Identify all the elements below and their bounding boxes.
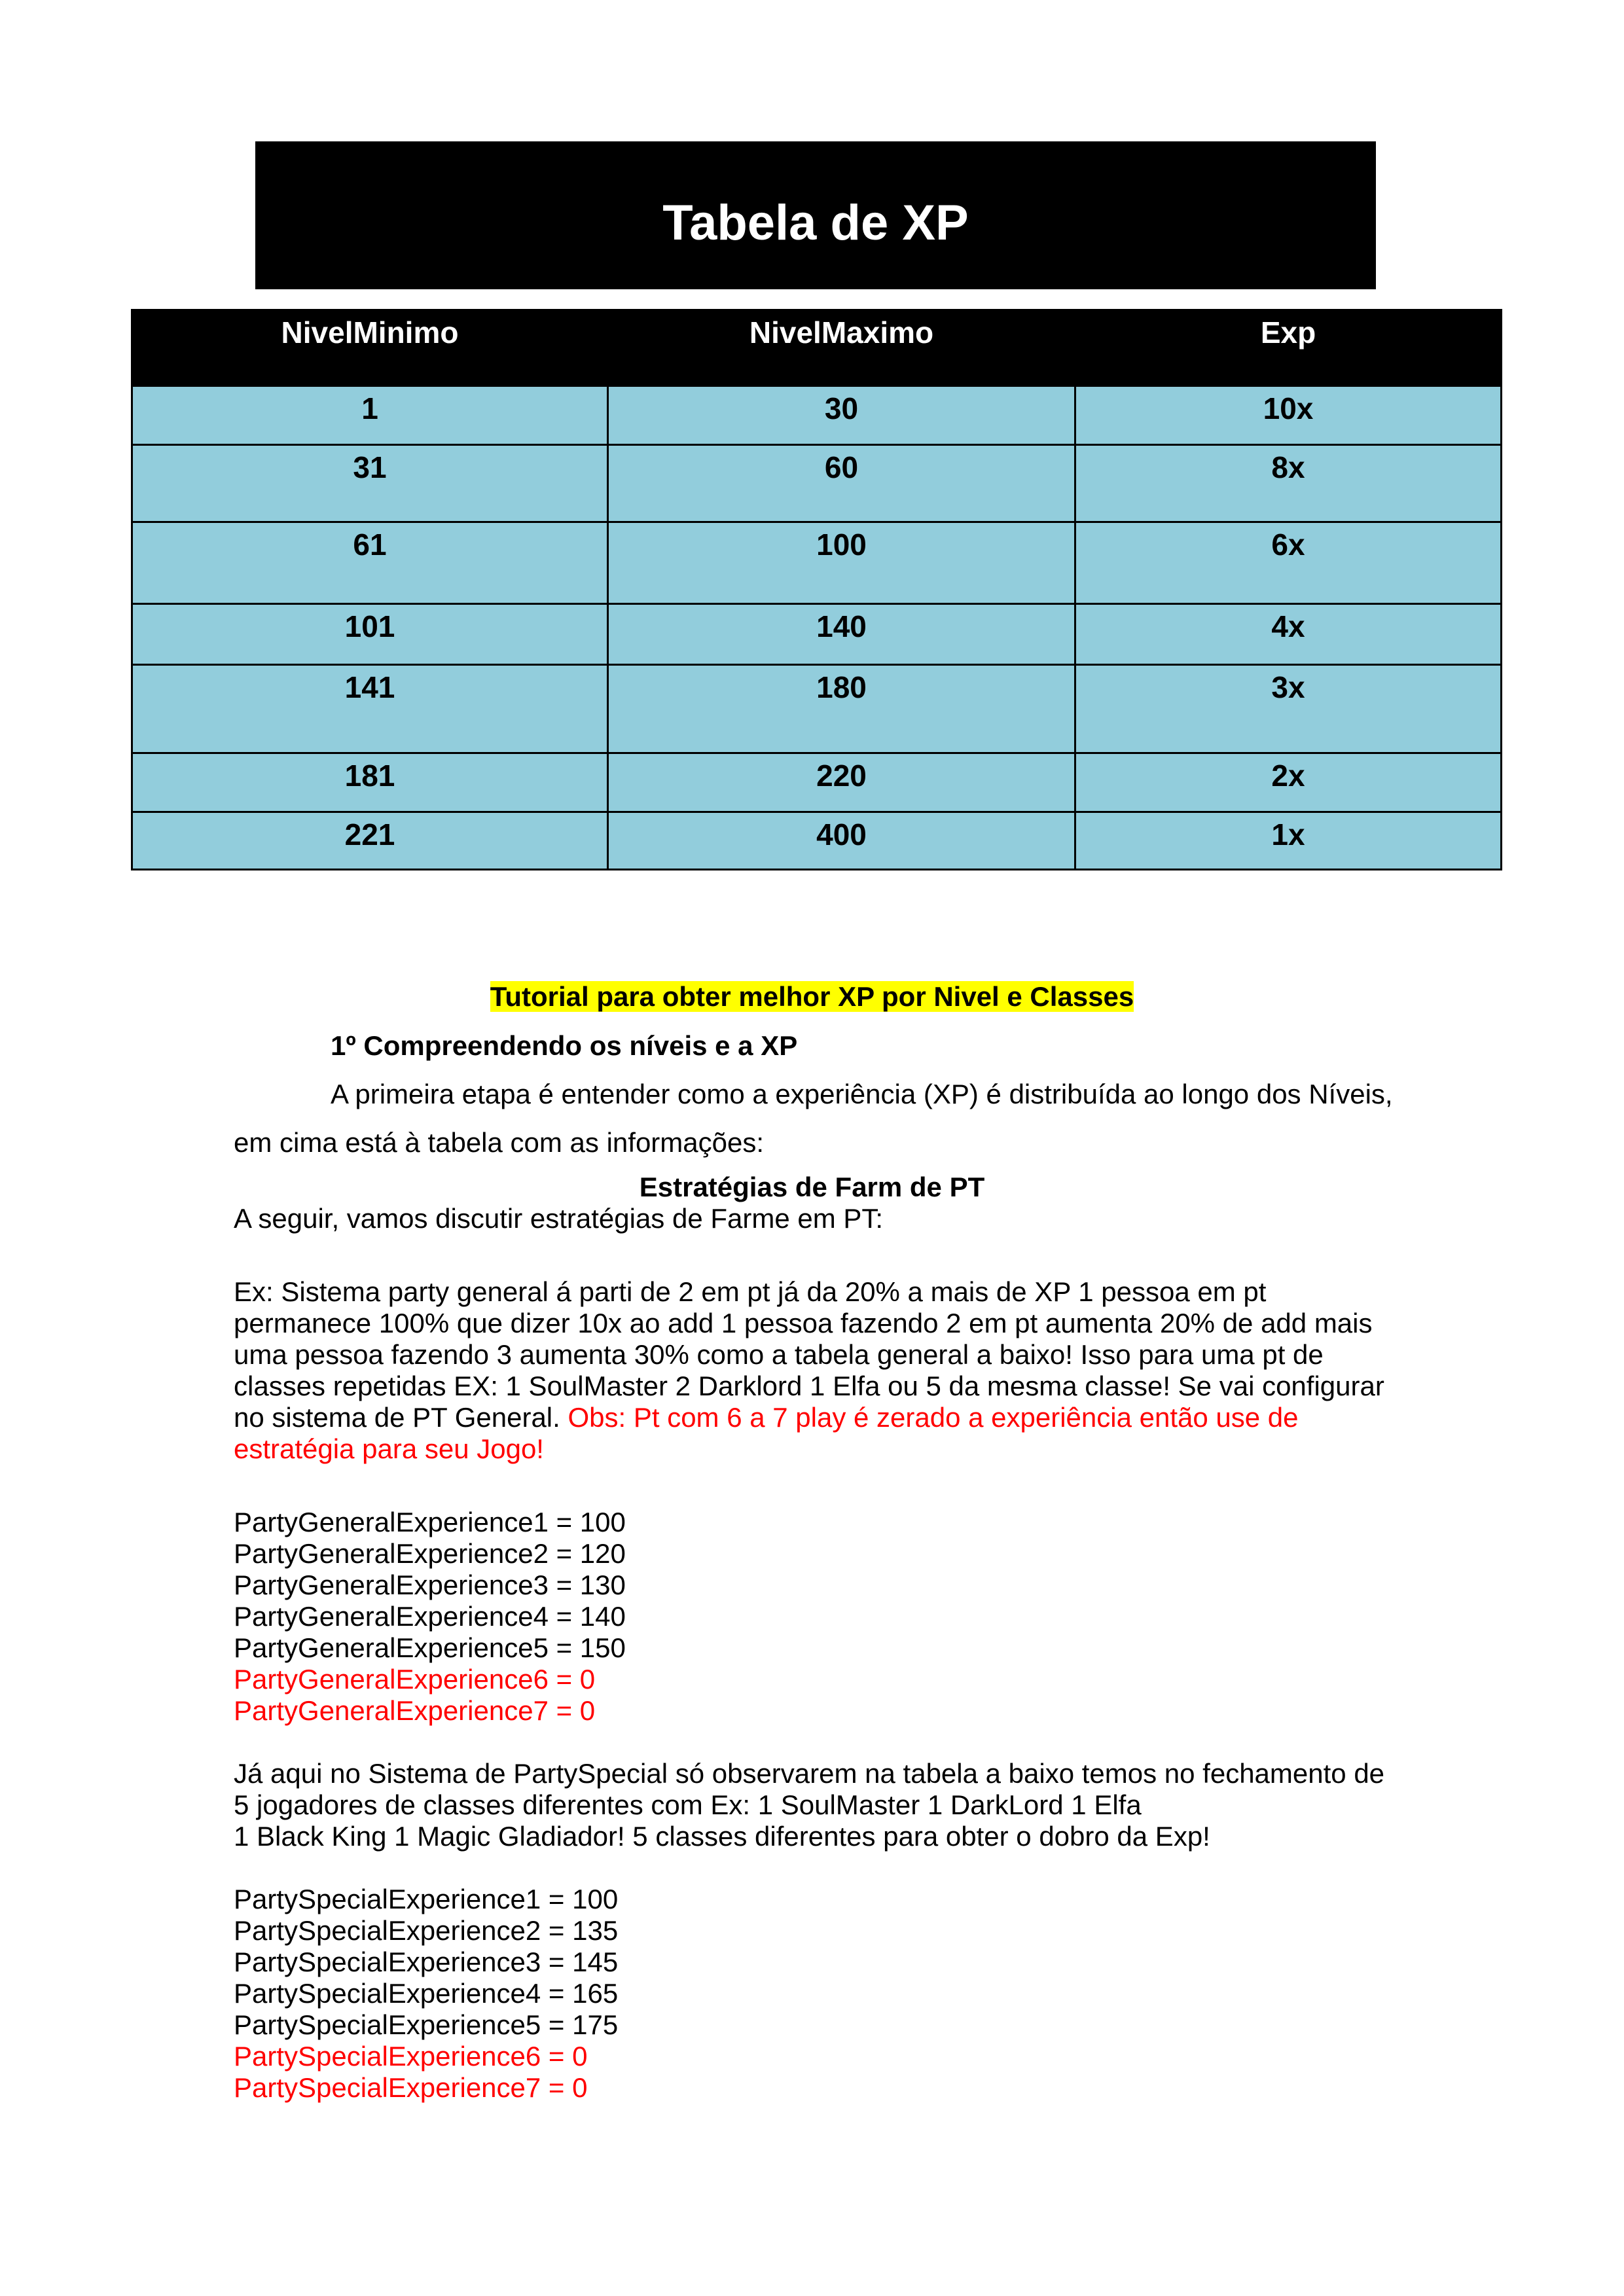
config-line: PartyGeneralExperience5 = 150 [234,1632,626,1663]
cell-nivel-minimo: 1 [132,386,608,445]
config-line: PartyGeneralExperience2 = 120 [234,1538,626,1569]
cell-nivel-minimo: 61 [132,522,608,604]
section2-heading: Estratégias de Farm de PT [639,1172,985,1202]
general-config-list [234,1507,626,1727]
table-row [132,445,1502,522]
config-line-zeroed: PartyGeneralExperience7 = 0 [234,1695,596,1726]
example-line: uma pessoa fazendo 3 aumenta 30% como a tabela general a baixo! Isso para uma pt de [234,1339,1324,1370]
config-line: PartyGeneralExperience3 = 130 [234,1570,626,1600]
table-row [132,604,1502,665]
example-line: Ex: Sistema party general á parti de 2 em pt já da 20% a mais de XP 1 pessoa em pt [234,1276,1267,1307]
example-paragraph [234,1276,1384,1465]
config-line: PartySpecialExperience2 = 135 [234,1915,619,1946]
table-row [132,812,1502,870]
cell-nivel-minimo: 101 [132,604,608,665]
cell-exp: 4x [1075,604,1502,665]
cell-nivel-maximo: 100 [608,522,1075,604]
cell-nivel-minimo: 141 [132,665,608,753]
special-intro-paragraph [234,1758,1384,1852]
table-row [132,753,1502,812]
section2-intro: A seguir, vamos discutir estratégias de Farme em PT: [234,1203,884,1234]
section1-line2: em cima está à tabela com as informações: [234,1127,765,1158]
column-header-exp: Exp [1075,310,1502,386]
config-line: PartyGeneralExperience1 = 100 [234,1507,626,1537]
config-line: PartyGeneralExperience4 = 140 [234,1601,626,1632]
cell-nivel-minimo: 181 [132,753,608,812]
config-line: PartySpecialExperience4 = 165 [234,1978,619,2009]
special-intro-line: 1 Black King 1 Magic Gladiador! 5 classes diferentes para obter o dobro da Exp! [234,1821,1210,1852]
column-header-nivel-minimo: NivelMinimo [132,310,608,386]
cell-exp: 2x [1075,753,1502,812]
table-row [132,522,1502,604]
page-title: Tabela de XP [662,194,969,251]
cell-nivel-minimo: 31 [132,445,608,522]
table-row [132,386,1502,445]
special-intro-line: 5 jogadores de classes diferentes com Ex: 1 SoulMaster 1 DarkLord 1 Elfa [234,1789,1142,1820]
tutorial-title: Tutorial para obter melhor XP por Nivel e Classes [490,981,1134,1012]
example-line-text: no sistema de PT General. [234,1402,568,1433]
warning-note-continued: estratégia para seu Jogo! [234,1433,544,1464]
cell-nivel-maximo: 140 [608,604,1075,665]
cell-nivel-maximo: 60 [608,445,1075,522]
config-line-zeroed: PartySpecialExperience7 = 0 [234,2072,588,2103]
section1-heading: 1º Compreendendo os níveis e a XP [331,1030,798,1061]
cell-exp: 6x [1075,522,1502,604]
cell-nivel-maximo: 180 [608,665,1075,753]
table-header-row [132,310,1502,386]
column-header-nivel-maximo: NivelMaximo [608,310,1075,386]
warning-note: Obs: Pt com 6 a 7 play é zerado a experiência então use de [568,1402,1299,1433]
xp-table [131,309,1502,870]
cell-exp: 8x [1075,445,1502,522]
section1-line1: A primeira etapa é entender como a experiência (XP) é distribuída ao longo dos Níveis, [331,1079,1393,1109]
special-intro-line: Já aqui no Sistema de PartySpecial só observarem na tabela a baixo temos no fechamento de [234,1758,1385,1789]
special-config-list [234,1884,618,2104]
cell-exp: 10x [1075,386,1502,445]
cell-nivel-maximo: 30 [608,386,1075,445]
cell-nivel-minimo: 221 [132,812,608,870]
config-line: PartySpecialExperience5 = 175 [234,2009,619,2040]
tutorial-title-line [0,981,1624,1013]
example-line: permanece 100% que dizer 10x ao add 1 pessoa fazendo 2 em pt aumenta 20% de add mais [234,1308,1373,1338]
config-line-zeroed: PartySpecialExperience6 = 0 [234,2041,588,2072]
cell-nivel-maximo: 220 [608,753,1075,812]
config-line: PartySpecialExperience1 = 100 [234,1884,619,1914]
cell-exp: 1x [1075,812,1502,870]
cell-nivel-maximo: 400 [608,812,1075,870]
config-line: PartySpecialExperience3 = 145 [234,1946,619,1977]
example-line: classes repetidas EX: 1 SoulMaster 2 Darklord 1 Elfa ou 5 da mesma classe! Se vai configurar [234,1371,1384,1401]
page-title-banner [255,141,1376,289]
example-line-mixed [234,1402,1384,1433]
cell-exp: 3x [1075,665,1502,753]
table-row [132,665,1502,753]
config-line-zeroed: PartyGeneralExperience6 = 0 [234,1664,596,1695]
